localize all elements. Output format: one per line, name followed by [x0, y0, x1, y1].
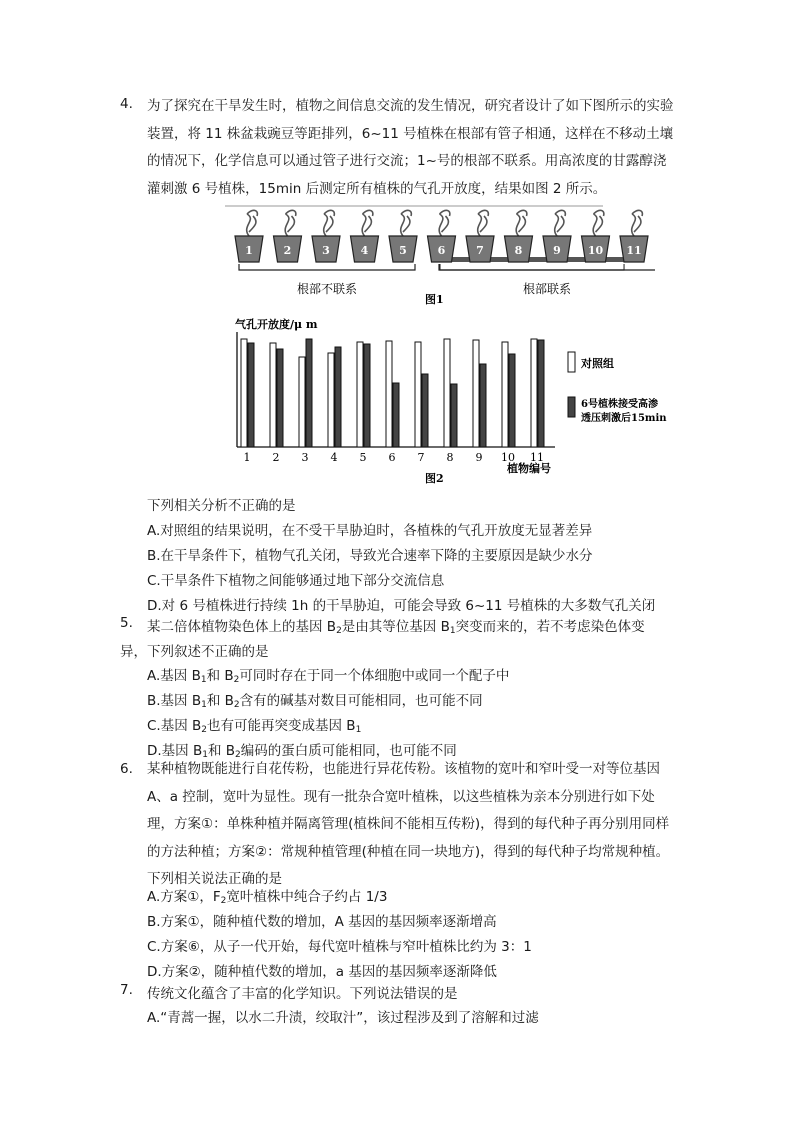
plant-pot — [582, 210, 610, 262]
pot-number: 6 — [437, 244, 446, 257]
plant-icon — [362, 210, 373, 236]
x-tick-label-9: 9 — [475, 451, 483, 464]
x-tick-label-6: 6 — [388, 451, 396, 464]
question-4-prompt: 下列相关分析不正确的是 — [147, 498, 296, 514]
plant-icon — [439, 210, 450, 236]
plant-pot — [351, 210, 379, 262]
legend-label-control: 对照组 — [581, 357, 614, 370]
bar-treatment-1 — [248, 343, 254, 447]
question-6-option-c: C.方案⑥，从子一代开始，每代宽叶植株与窄叶植株比约为 3：1 — [147, 939, 532, 955]
subscript: 1 — [355, 725, 362, 735]
bar-treatment-3 — [306, 339, 312, 447]
chart-x-ticks — [244, 451, 545, 464]
pot-number: 9 — [553, 244, 561, 257]
pot-number: 8 — [514, 244, 523, 257]
q5d-part3: 编码的蛋白质可能相同，也可能不同 — [240, 743, 457, 759]
question-5-option-c — [147, 714, 361, 734]
pot-number: 2 — [283, 244, 292, 257]
question-5-stem-line1 — [147, 615, 645, 635]
q5c-part2: 也有可能再突变成基因 B — [207, 718, 356, 734]
q5-stem-part2: 是由其等位基因 B — [341, 619, 450, 635]
bar-treatment-10 — [509, 354, 515, 447]
q5b-part2: 和 B — [206, 693, 234, 709]
bar-control-1 — [241, 339, 247, 447]
x-tick-label-3: 3 — [301, 451, 309, 464]
question-6-number: 6. — [120, 761, 133, 777]
pot-number: 7 — [476, 244, 484, 257]
plant-icon — [247, 210, 258, 236]
question-6-option-b: B.方案①，随种植代数的增加，A 基因的基因频率逐渐增高 — [147, 914, 497, 930]
bar-control-10 — [502, 342, 508, 447]
plant-pot — [389, 210, 417, 262]
figure-1-caption: 图1 — [425, 293, 444, 306]
figure-2-chart — [225, 312, 667, 487]
question-6-option-a — [147, 885, 387, 905]
question-4-stem: 为了探究在干旱发生时，植物之间信息交流的发生情况，研究者设计了如下图所示的实验装置，将 11 株盆栽豌豆等距排列，6~11 号植株在根部有管子相通，这样在不移动土壤的情况下，化学信息可以通过管子进行交流；1~号的根部不联系。用高浓度的甘露醇浇灌刺激 6 号植株，15min 后测定所有植株的气孔开放度，结果如图 2 所示。 — [147, 98, 674, 197]
bar-treatment-4 — [335, 347, 341, 447]
question-4-option-d: D.对 6 号植株进行持续 1h 的干旱胁迫，可能会导致 6~11 号植株的大多数气孔关闭 — [147, 598, 656, 614]
q5d-part1: D.基因 B — [147, 743, 203, 759]
question-5-stem-line2: 异，下列叙述不正确的是 — [120, 644, 269, 660]
pot-number: 4 — [360, 244, 369, 257]
x-tick-label-11: 11 — [530, 451, 544, 464]
figure-2-caption: 图2 — [425, 472, 444, 485]
question-5-option-b — [147, 689, 483, 709]
q5-stem-part1: 某二倍体植物染色体上的基因 B — [147, 619, 337, 635]
plant-pot — [620, 210, 648, 262]
bar-control-9 — [473, 340, 479, 447]
plant-icon — [478, 210, 489, 236]
x-tick-label-5: 5 — [359, 451, 367, 464]
subscript: 1 — [200, 675, 207, 685]
question-4-option-b: B.在干旱条件下，植物气孔关闭，导致光合速率下降的主要原因是缺少水分 — [147, 548, 593, 564]
bar-treatment-6 — [393, 383, 399, 447]
bar-treatment-8 — [451, 384, 457, 447]
plant-pot — [543, 210, 571, 262]
x-tick-label-1: 1 — [243, 451, 251, 464]
q5a-part3: 可同时存在于同一个体细胞中或同一个配子中 — [239, 668, 510, 684]
plant-icon — [593, 210, 604, 236]
question-4-number: 4. — [120, 96, 133, 112]
subscript: 2 — [233, 700, 240, 710]
bar-treatment-11 — [538, 340, 544, 447]
q5c-part1: C.基因 B — [147, 718, 202, 734]
q5d-part2: 和 B — [207, 743, 236, 759]
bracket-right-shape — [440, 264, 624, 270]
question-6-stem: 某种植物既能进行自花传粉，也能进行异花传粉。该植物的宽叶和窄叶受一对等位基因 A、a 控制，宽叶为显性。现有一批杂合宽叶植株，以这些植株为亲本分别进行如下处理，方案①：单株种植并隔离管理(植株间不能相互传粉)，得到的每代种子再分别用同样的方法种植；方案②：常规种植管理(种植在同一块地方)，得到的每代种子均常规种植。下列相关说法正确的是 — [147, 761, 670, 887]
pot-number: 10 — [587, 244, 604, 257]
plant-pot — [466, 210, 494, 262]
legend-label-treatment-line1: 6号植株接受高渗 — [581, 399, 658, 410]
x-tick-label-8: 8 — [446, 451, 454, 464]
x-tick-label-10: 10 — [501, 451, 515, 464]
question-7-option-a: A.“青蒿一握，以水二升渍，绞取汁”，该过程涉及到了溶解和过滤 — [147, 1010, 539, 1026]
bar-control-6 — [386, 341, 392, 447]
label-roots-not-connected: 根部不联系 — [297, 282, 358, 296]
bar-treatment-9 — [480, 364, 486, 447]
q5a-part1: A.基因 B — [147, 668, 201, 684]
subscript: 1 — [201, 700, 207, 710]
subscript: 2 — [201, 725, 208, 735]
q6a-part2: 宽叶植株中纯合子约占 1/3 — [226, 889, 388, 905]
legend-swatch-control — [568, 352, 575, 372]
bar-control-3 — [299, 357, 305, 447]
plant-icon — [555, 210, 566, 236]
question-7-number: 7. — [120, 982, 133, 998]
legend-swatch-treatment — [568, 397, 575, 417]
figure-1 — [225, 202, 642, 306]
bar-treatment-2 — [277, 349, 283, 447]
legend-label-treatment-line2: 透压刺激后15min — [581, 413, 667, 424]
bar-control-7 — [415, 342, 421, 447]
question-7-stem: 传统文化蕴含了丰富的化学知识。下列说法错误的是 — [147, 986, 458, 1002]
pot-number: 5 — [399, 244, 407, 257]
question-4-option-a: A.对照组的结果说明，在不受干旱胁迫时，各植株的气孔开放度无显著差异 — [147, 523, 593, 539]
chart-y-axis-label: 气孔开放度/μ m — [235, 318, 318, 331]
plant-icon — [324, 210, 335, 236]
subscript: 2 — [235, 750, 241, 760]
bar-control-11 — [531, 339, 537, 447]
bar-treatment-5 — [364, 344, 370, 447]
label-roots-connected: 根部联系 — [523, 282, 572, 296]
plant-pot — [274, 210, 302, 262]
q6a-part1: A.方案①，F — [147, 889, 221, 905]
bar-treatment-7 — [422, 374, 428, 447]
chart-bars — [241, 339, 544, 447]
x-tick-label-4: 4 — [330, 451, 338, 464]
plant-pot — [235, 210, 263, 262]
plant-pot — [312, 210, 340, 262]
bar-control-8 — [444, 339, 450, 447]
subscript: 2 — [336, 626, 342, 636]
q5b-part1: B.基因 B — [147, 693, 202, 709]
plant-icon — [401, 210, 412, 236]
bracket-left — [239, 264, 415, 270]
bar-control-5 — [357, 342, 363, 447]
figure-area — [225, 202, 667, 487]
chart-x-axis-label: 植物编号 — [507, 462, 551, 475]
plant-icon — [632, 210, 643, 236]
bar-control-4 — [328, 353, 334, 447]
x-tick-label-7: 7 — [417, 451, 425, 464]
subscript: 1 — [202, 750, 208, 760]
plant-icon — [285, 210, 296, 236]
q5-stem-part3a: 突变而来的，若不考虑染色体变 — [455, 619, 645, 635]
pot-number: 11 — [626, 244, 642, 257]
plant-icon — [516, 210, 527, 236]
question-4-option-c: C.干旱条件下植物之间能够通过地下部分交流信息 — [147, 573, 445, 589]
bracket-right — [439, 264, 655, 270]
subscript: 2 — [233, 675, 240, 685]
subscript: 2 — [220, 896, 227, 906]
pot-number: 3 — [322, 244, 330, 257]
bar-control-2 — [270, 343, 276, 447]
question-5-option-a — [147, 664, 509, 684]
q5a-part2: 和 B — [206, 668, 234, 684]
question-6-option-d: D.方案②，随种植代数的增加，a 基因的基因频率逐渐降低 — [147, 964, 497, 980]
q5b-part3: 含有的碱基对数目可能相同，也可能不同 — [239, 693, 483, 709]
pot-row — [235, 210, 648, 262]
x-tick-label-2: 2 — [272, 451, 280, 464]
subscript: 1 — [449, 626, 456, 636]
question-5-number: 5. — [120, 615, 133, 631]
pot-number: 1 — [245, 244, 253, 257]
plant-pot — [428, 210, 456, 262]
plant-pot — [505, 210, 533, 262]
